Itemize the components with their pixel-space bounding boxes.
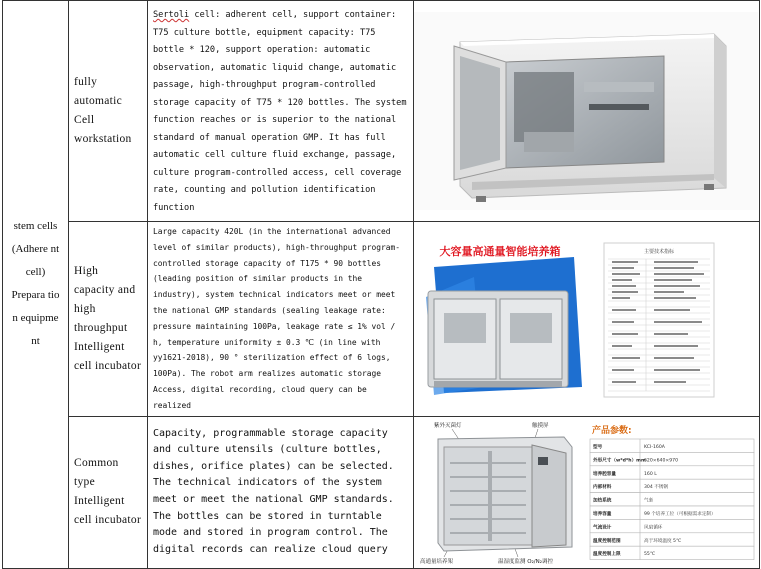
callout-shelf: 高通量培养架 bbox=[420, 559, 454, 566]
params-key: 温度控制范围 bbox=[593, 538, 621, 544]
table-row bbox=[3, 416, 760, 568]
high-capacity-incubator-photo bbox=[414, 237, 758, 401]
params-row bbox=[590, 493, 754, 506]
callout-touchscreen: 触摸屏 bbox=[532, 423, 549, 430]
category-line-2: (Adhere nt cell) bbox=[11, 243, 60, 279]
equipment-description: Large capacity 420L (in the international advanced level of similar products), high-throughput program-controlled storage capacity of T175 * 90 bottles (leading position of similar products in the industry), system technical indicators meet or meet the national GMP standards (sealing leakage rate: pressure maintaining 100Pa, leakage rate ≤ 1% vol / h, temperature uniformity ± 0.3 ℃ (in line with yy1621-2018), 90 ° sterilization effect of 6 logs, 100Pa). The robot arm realizes automatic storage Access, digital recording, cloud query can be realized bbox=[153, 227, 401, 410]
banner-text: 大容量高通量智能培养箱 bbox=[439, 244, 561, 258]
common-incubator-figure bbox=[414, 417, 758, 567]
params-key: 温度控制上限 bbox=[593, 552, 621, 558]
cell-workstation-photo bbox=[414, 12, 758, 210]
equipment-name: High capacity and high throughput Intelligent cell incubator bbox=[74, 264, 142, 372]
category-line-3: Prepara tion equipme nt bbox=[11, 289, 60, 348]
equipment-name-cell bbox=[69, 416, 148, 568]
description-cell bbox=[148, 222, 414, 417]
params-value: 620×640×970 bbox=[644, 458, 679, 464]
params-key: 内部材料 bbox=[593, 485, 612, 491]
params-table bbox=[590, 439, 754, 560]
params-value: 160 L bbox=[644, 471, 657, 477]
params-row bbox=[590, 479, 754, 492]
description-cell bbox=[148, 1, 414, 222]
equipment-name: Common type Intelligent cell incubator bbox=[74, 457, 142, 527]
params-key: 培养容量 bbox=[593, 512, 612, 518]
params-key: 气流设计 bbox=[593, 525, 612, 531]
spec-sheet-title: 主要技术指标 bbox=[643, 248, 675, 255]
params-value: KCI-160A bbox=[644, 445, 665, 451]
table-row bbox=[3, 1, 760, 222]
params-value: 55℃ bbox=[644, 552, 656, 558]
params-title: 产品参数: bbox=[592, 426, 632, 437]
equipment-description: Capacity, programmable storage capacity and culture utensils (culture bottles, dishes, orifice plates) can be selected. The technical indicators of the system meet or meet the national GMP standards. The bottles can be stored in turntable mode and stored in program control. The digital records can realize cloud query bbox=[153, 427, 394, 555]
callout-monitoring: 温湿度监测 O₂/N₂调控 bbox=[498, 559, 553, 566]
table-row bbox=[3, 222, 760, 417]
equipment-name: fully automatic Cell workstation bbox=[74, 76, 132, 145]
params-value: 风扇循环 bbox=[644, 525, 663, 531]
params-value: 99 个培养工位（可根据需求定制） bbox=[644, 512, 716, 518]
params-key: 外形尺寸（w*d*h）mm bbox=[593, 458, 646, 464]
params-row bbox=[590, 519, 754, 532]
description-text: cell: adherent cell, support container: T75 culture bottle, equipment capacity: T75 bottle * 120, support operation: automatic observation, automatic liquid change, automatic passage, high-throughput program-controlled storage capacity of T75 * 120 bottles. The system function reaches or is superior to the national standard of manual operation GMP. It has full automatic cell culture fluid exchange, passage, culture program-controlled access, cell coverage rate, counting and pollution identification function bbox=[153, 10, 407, 213]
params-key: 培养腔容量 bbox=[593, 471, 616, 477]
callout-uv-lamp: 紫外灭菌灯 bbox=[434, 423, 462, 430]
params-value: 高于环境温度 5℃ bbox=[644, 538, 682, 544]
equipment-name-cell bbox=[69, 222, 148, 417]
equipment-name-cell bbox=[69, 1, 148, 222]
equipment-table bbox=[2, 0, 760, 569]
image-cell bbox=[414, 416, 760, 568]
description-cell bbox=[148, 416, 414, 568]
image-cell bbox=[414, 1, 760, 222]
category-line-1: stem cells bbox=[13, 220, 58, 233]
params-value: 304 不锈钢 bbox=[644, 485, 669, 491]
description-term: Sertoli bbox=[153, 10, 190, 20]
equipment-description bbox=[148, 1, 413, 221]
category-cell bbox=[3, 1, 69, 569]
touchscreen-icon bbox=[538, 457, 548, 465]
params-value: 气套 bbox=[644, 498, 654, 504]
params-key: 加热系统 bbox=[593, 498, 612, 504]
params-key: 型号 bbox=[593, 445, 603, 451]
image-cell bbox=[414, 222, 760, 417]
params-row bbox=[590, 439, 754, 452]
